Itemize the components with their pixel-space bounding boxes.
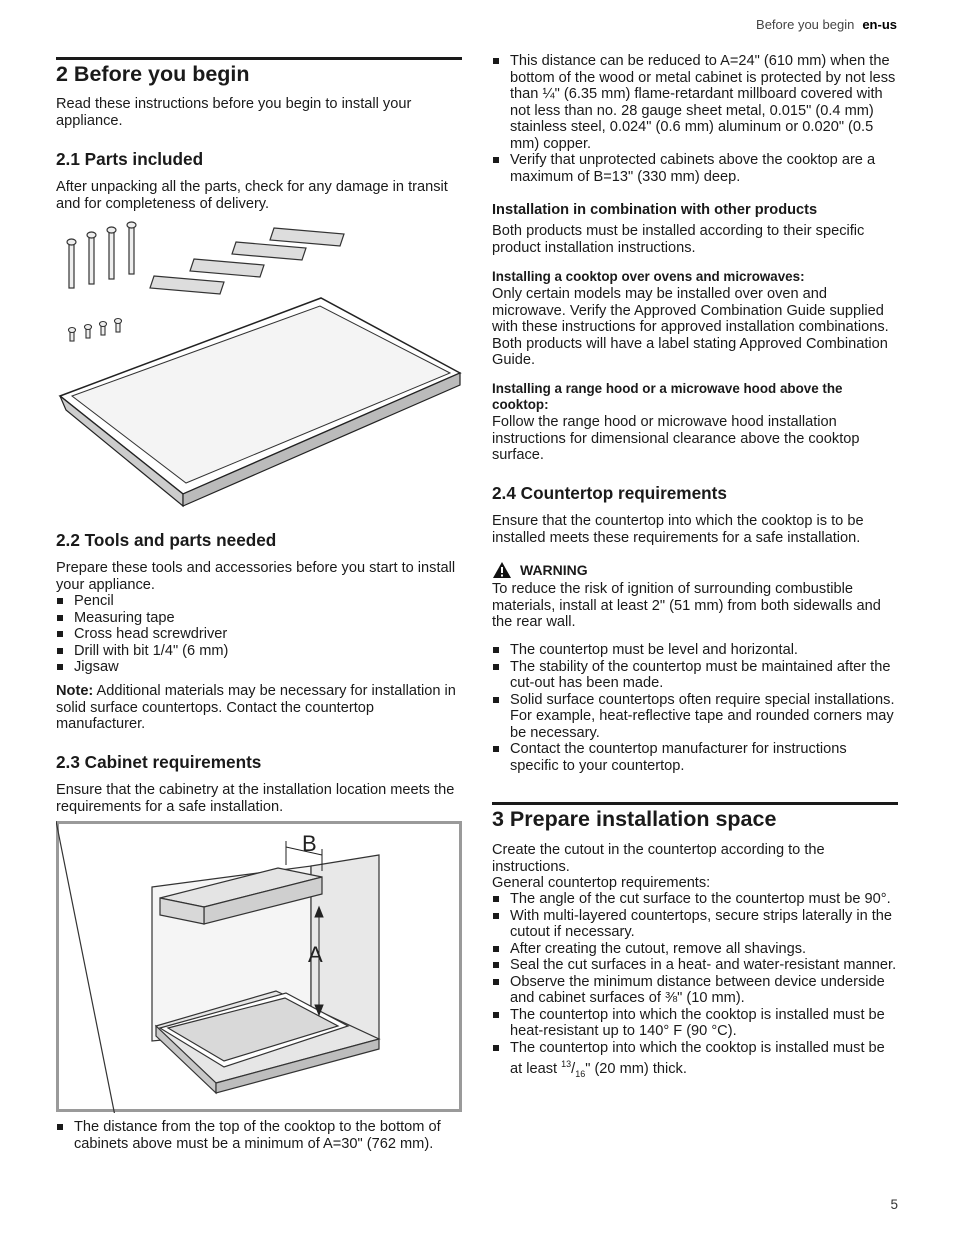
section-2-3-text: Ensure that the cabinetry at the installation location meets the requirements for a safe installation. [56,782,455,815]
short-screws [69,319,122,342]
list-item: Observe the minimum distance between device underside and cabinet surfaces of ⅜" (10 mm). [492,974,898,1007]
section-3-text: Create the cutout in the countertop according to the instructions. [492,842,825,875]
note-text: Additional materials may be necessary for installation in solid surface countertops. Contact the countertop manufacturer. [56,683,456,732]
list-item: Seal the cut surfaces in a heat- and water-resistant manner. [492,957,898,974]
cabinet-list-continued [492,53,898,185]
header-section: Before you begin [756,17,855,32]
cabinet-diagram [56,821,462,1113]
section-2-1-text: After unpacking all the parts, check for any damage in transit and for completeness of delivery. [56,179,448,212]
list-item: Verify that unprotected cabinets above the cooktop are a maximum of B=13" (330 mm) deep. [492,152,898,185]
list-item: Solid surface countertops often require special installations. For example, heat-reflective tape and rounded corners may be necessary. [492,692,898,742]
label-a: A [308,942,323,967]
list-item: With multi-layered countertops, secure strips laterally in the cutout if necessary. [492,908,898,941]
ovens-text: Only certain models may be installed over oven and microwave. Verify the Approved Combination Guide supplied with these instructions for approved installation combinations. Both products will have a label stating Approved Combination Guide. [492,286,889,368]
item-text: The countertop into which the cooktop is installed must be at least [510,1039,885,1077]
section-rule [56,57,462,60]
list-item: The angle of the cut surface to the countertop must be 90°. [492,891,898,908]
list-item: The distance from the top of the cooktop to the bottom of cabinets above must be a minimum of A=30" (762 mm). [56,1119,456,1152]
section-2-title: 2 Before you begin [56,62,250,86]
combo-text: Both products must be installed according to their specific product installation instructions. [492,223,865,256]
fraction-denominator: 16 [575,1068,586,1079]
countertop-list [492,642,898,774]
section-2-2-title: 2.2 Tools and parts needed [56,530,277,550]
long-screws [67,222,136,288]
list-item: Pencil [56,593,462,610]
header-lang: en-us [862,17,897,32]
section-2-2-text: Prepare these tools and accessories before you start to install your appliance. [56,560,456,593]
section-2-intro: Read these instructions before you begin to install your appliance. [56,96,412,129]
list-item: This distance can be reduced to A=24" (610 mm) when the bottom of the wood or metal cabinet is protected by not less than ¼" (6.35 mm) flame-retardant millboard covered with not less than no. 28 gauge sheet metal, 0.015" (0.4 mm) stainless steel, 0.024" (0.6 mm) aluminum or 0.020" (0.5 mm) copper. [492,53,898,152]
combo-title: Installation in combination with other products [492,202,818,218]
ovens-title: Installing a cooktop over ovens and microwaves: [492,269,805,284]
list-item: Drill with bit 1/4" (6 mm) [56,643,462,660]
section-rule [492,802,898,805]
section-3-title: 3 Prepare installation space [492,807,777,831]
hood-text: Follow the range hood or microwave hood installation instructions for dimensional clearance above the cooktop surface. [492,414,860,463]
list-item: Jigsaw [56,659,462,676]
section-3-subtext: General countertop requirements: [492,875,711,891]
cabinet-list [56,1119,456,1152]
list-item: After creating the cutout, remove all shavings. [492,941,898,958]
section-2-4-title: 2.4 Countertop requirements [492,483,727,503]
fraction-numerator: 13 [561,1059,572,1069]
tools-note [56,683,456,733]
list-item: Measuring tape [56,610,462,627]
page-number: 5 [890,1197,898,1212]
warning-heading [492,561,588,579]
list-item: The stability of the countertop must be maintained after the cut-out has been made. [492,659,898,692]
section-2-4-text: Ensure that the countertop into which the cooktop is to be installed meets these requirements for a safe installation. [492,513,864,546]
warning-triangle-icon [492,561,512,579]
note-label: Note: [56,683,94,699]
warning-text: To reduce the risk of ignition of surrounding combustible materials, install at least 2" (51 mm) from both sidewalls and the rear wall. [492,581,881,630]
list-item: Contact the countertop manufacturer for instructions specific to your countertop. [492,741,898,774]
mounting-brackets [150,228,344,294]
list-item: The countertop into which the cooktop is installed must be at least $^{13}/_{16}$" (20 mm) thick. [492,1040,898,1083]
label-b: B [302,831,317,856]
list-item: Cross head screwdriver [56,626,462,643]
tools-list [56,593,462,676]
warning-label: WARNING [520,561,588,578]
section-2-3-title: 2.3 Cabinet requirements [56,752,262,772]
section-2-1-title: 2.1 Parts included [56,149,204,169]
list-item: The countertop must be level and horizontal. [492,642,898,659]
prep-list [492,891,898,1082]
item-text: " (20 mm) thick. [585,1060,687,1077]
running-header [756,17,897,34]
list-item: The countertop into which the cooktop is installed must be heat-resistant up to 140° F (90 °C). [492,1007,898,1040]
hood-title: Installing a range hood or a microwave hood above the cooktop: [492,381,843,412]
parts-illustration [56,218,462,510]
